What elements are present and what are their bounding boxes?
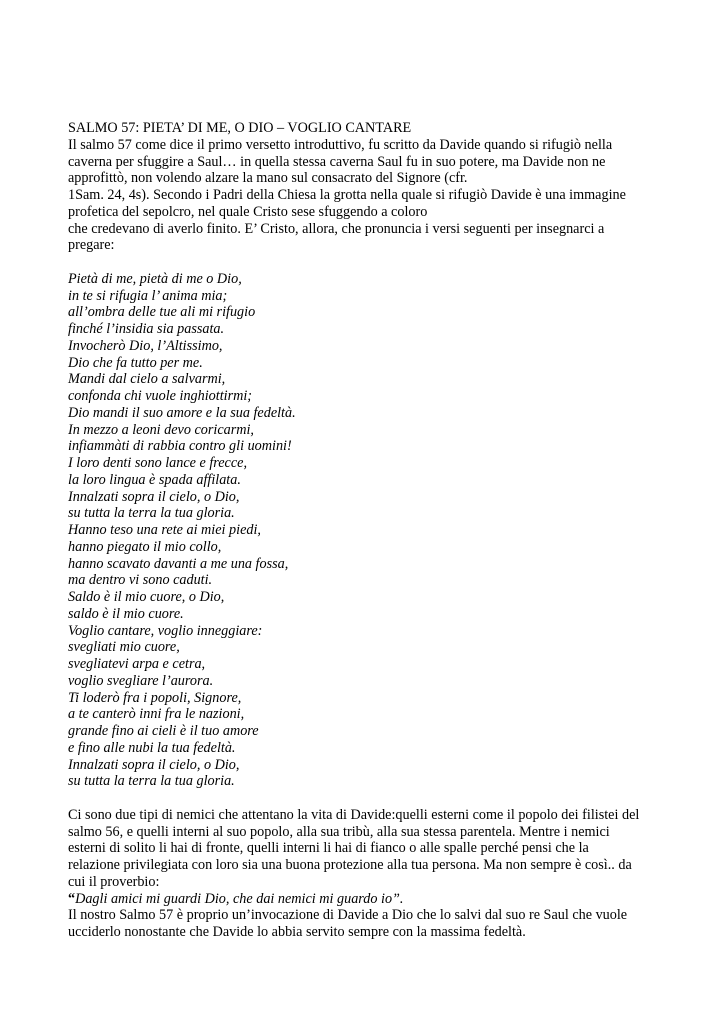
verse-line: finché l’insidia sia passata. — [68, 321, 225, 337]
paragraph-gap — [68, 790, 668, 807]
verse-line: su tutta la terra la tua gloria. — [68, 773, 235, 790]
verse-line: su tutta la terra la tua gloria. — [68, 505, 235, 522]
verse-line: Hanno teso una rete ai miei piedi, — [68, 522, 261, 538]
verse-line: all’ombra delle tue ali mi rifugio — [68, 304, 256, 321]
verse-line: hanno scavato davanti a me una fossa, — [68, 555, 289, 572]
commentary-line: salmo 56, e quelli interni al suo popolo, alla sua tribù, alla sua stessa parentela. Mentre i nemici — [68, 823, 610, 840]
proverb-text: Dagli amici mi guardi Dio, che dai nemici mi guardo io”. — [75, 890, 404, 907]
verse-line: ma dentro vi sono caduti. — [68, 572, 213, 589]
verse-line: Invocherò Dio, l’Altissimo, — [68, 337, 223, 354]
verse-line: e fino alle nubi la tua fedeltà. — [68, 739, 236, 756]
verse-line: hanno piegato il mio collo, — [68, 538, 222, 555]
verse-line: Saldo è il mio cuore, o Dio, — [68, 589, 225, 605]
verse-line: Ti loderò fra i popoli, Signore, — [68, 689, 242, 706]
psalm-verses — [68, 271, 668, 790]
document-title: SALMO 57: PIETA’ DI ME, O DIO – VOGLIO CANTARE — [68, 120, 412, 136]
verse-line: Dio mandi il suo amore e la sua fedeltà. — [68, 404, 296, 421]
document-page — [68, 120, 668, 941]
commentary-line: relazione privilegiata con loro sia una buona protezione alla tua persona. Ma non sempre è così.. da — [68, 857, 632, 873]
verse-line: grande fino ai cieli è il tuo amore — [68, 723, 259, 739]
verse-line: svegliati mio cuore, — [68, 639, 180, 656]
verse-line: Mandi dal cielo a salvarmi, — [68, 371, 226, 388]
verse-line: saldo è il mio cuore. — [68, 605, 184, 622]
commentary-paragraph — [68, 807, 668, 941]
intro-paragraph — [68, 137, 668, 254]
proverb-line — [68, 891, 668, 908]
intro-line: profetica del sepolcro, nel quale Cristo sesе sfuggendo a coloro — [68, 203, 428, 220]
verse-line: la loro lingua è spada affilata. — [68, 471, 241, 488]
verse-line: Dio che fa tutto per me. — [68, 354, 203, 371]
verse-line: confonda chi vuole inghiottirmi; — [68, 388, 253, 404]
verse-line: In mezzo a leoni devo coricarmi, — [68, 421, 254, 438]
commentary-line: cui il proverbio: — [68, 873, 160, 890]
verse-line: I loro denti sono lance e frecce, — [68, 455, 247, 471]
verse-line: svegliatevi arpa e cetra, — [68, 656, 206, 672]
commentary-line: esterni di solito li hai di fronte, quelli interni li hai di fianco o alle spalle perché pensi che la — [68, 840, 589, 857]
proverb-open-quote: “ — [68, 890, 76, 907]
verse-line: Voglio cantare, voglio inneggiare: — [68, 622, 263, 639]
intro-line: Il salmo 57 come dice il primo versetto introduttivo, fu scritto da Davide quando si rifugiò nella — [68, 136, 613, 153]
verse-line: in te si rifugia l’ anima mia; — [68, 287, 228, 304]
verse-line: Innalzati sopra il cielo, o Dio, — [68, 756, 240, 773]
closing-line: ucciderlo nonostante che Davide lo abbia servito sempre con la massima fedeltà. — [68, 924, 526, 940]
verse-line: Pietà di me, pietà di me o Dio, — [68, 270, 242, 287]
verse-line: a te canterò inni fra le nazioni, — [68, 706, 245, 723]
intro-line: pregare: — [68, 237, 115, 254]
intro-line: approfittò, non volendo alzare la mano sul consacrato del Signore (cfr. — [68, 170, 468, 187]
verse-line: infiammàti di rabbia contro gli uomini! — [68, 438, 292, 455]
intro-line: 1Sam. 24, 4s). Secondo i Padri della Chiesa la grotta nella quale si rifugiò Davide è una immagine — [68, 187, 626, 203]
intro-line: che credevano di averlo finito. E’ Cristo, allora, che pronuncia i versi seguenti per insegnarci a — [68, 220, 605, 237]
closing-line: Il nostro Salmo 57 è proprio un’invocazione di Davide a Dio che lo salvi dal suo re Saul che vuole — [68, 907, 628, 924]
verse-line: voglio svegliare l’aurora. — [68, 672, 214, 689]
commentary-line: Ci sono due tipi di nemici che attentano la vita di Davide:quelli esterni come il popolo dei filistei del — [68, 806, 640, 823]
intro-line: caverna per sfuggire a Saul… in quella stessa caverna Saul fu in suo potere, ma Davide non ne — [68, 153, 606, 170]
paragraph-gap — [68, 254, 668, 271]
verse-line: Innalzati sopra il cielo, o Dio, — [68, 488, 240, 505]
